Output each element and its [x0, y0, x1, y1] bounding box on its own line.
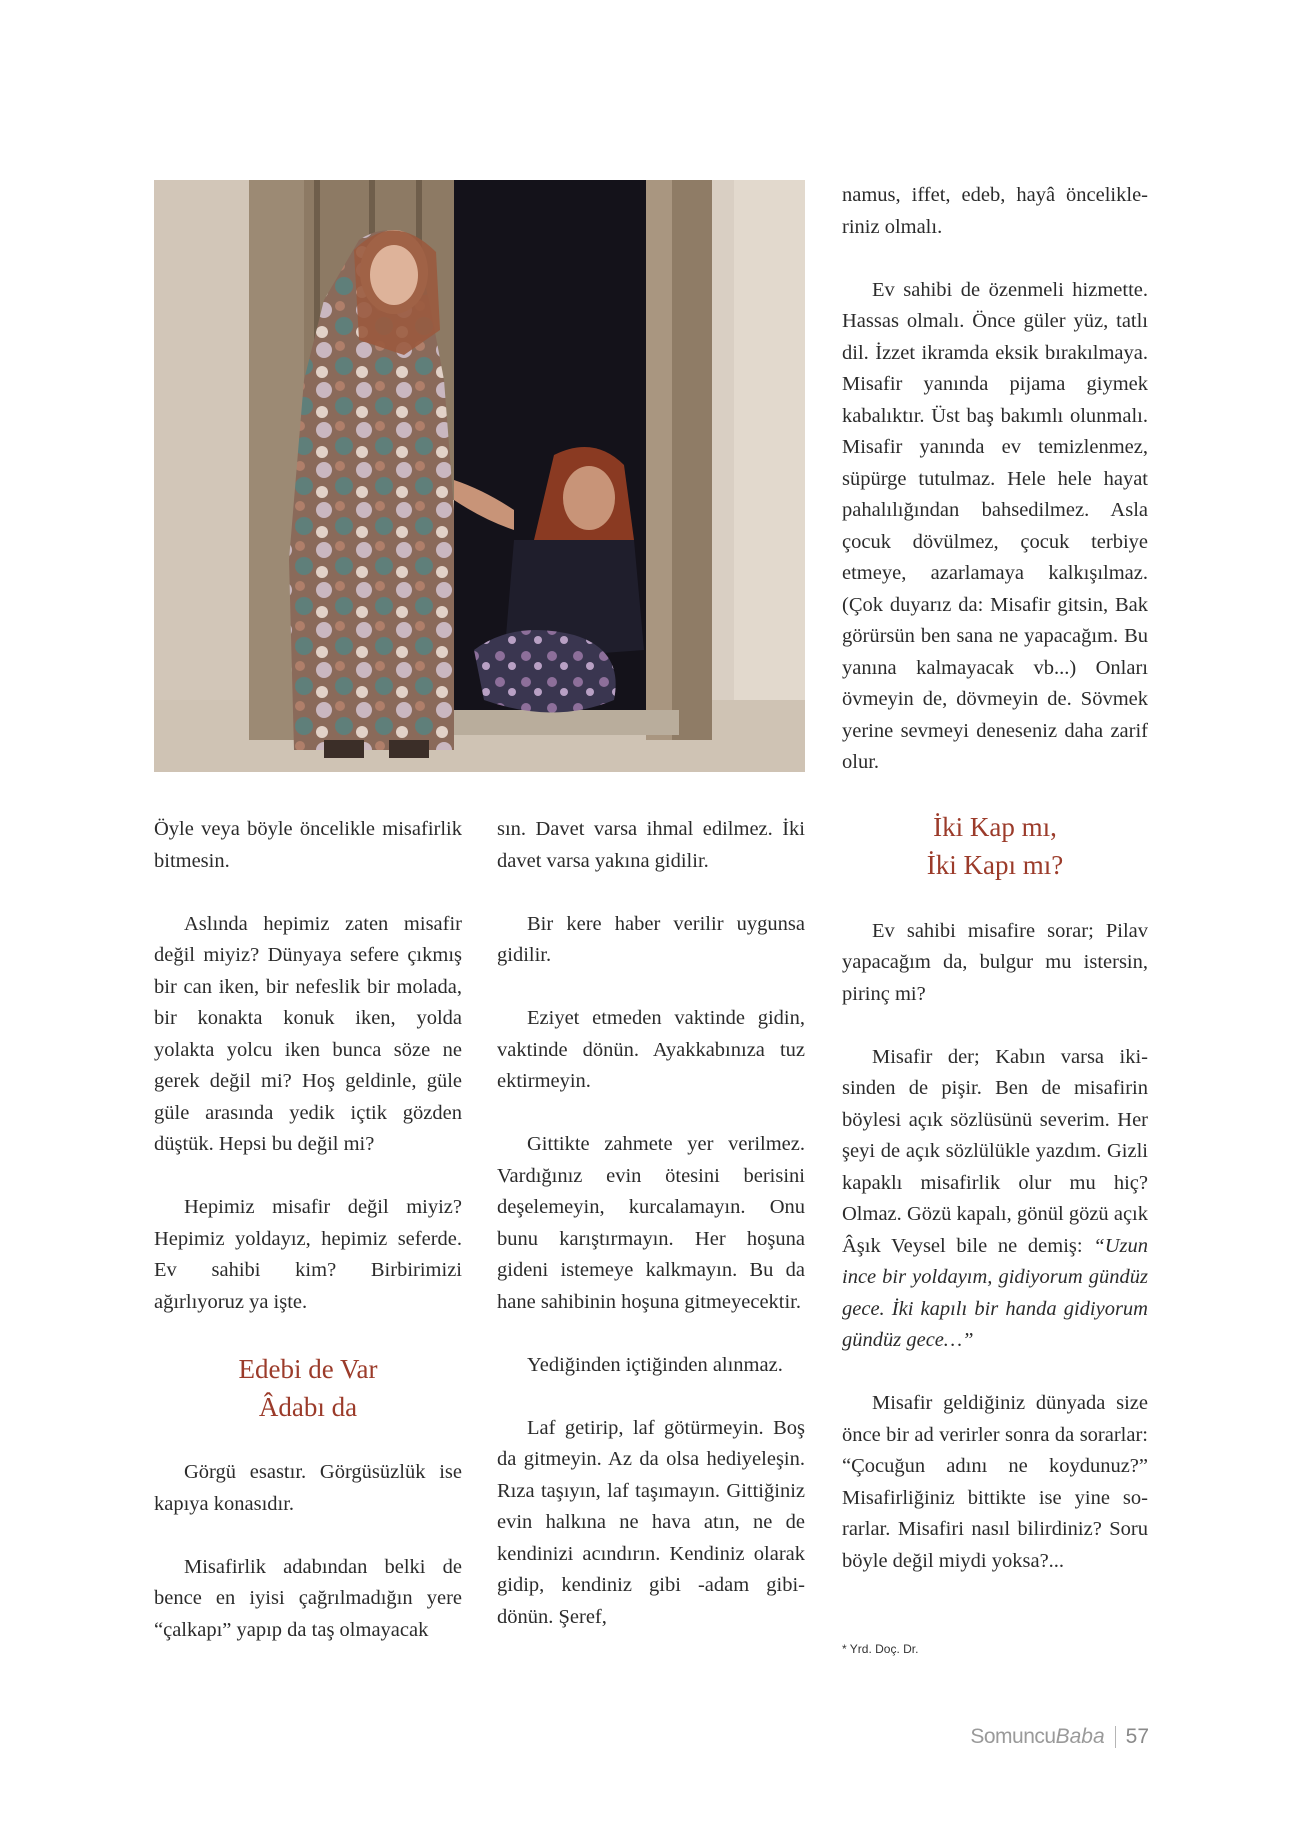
footnote: * Yrd. Doç. Dr.: [842, 1642, 919, 1656]
paragraph: Gittikte zahmete yer verilmez. Vardığınız evin ötesini berisini deşelemeyin, kurcalamayın. Onu bunu karıştırmayın. Her hoşuna gideni istemeye kalkmayın. Bu da hane sahibinin hoşuna gitmeyecektir.: [497, 1133, 805, 1313]
paragraph: Laf getirip, laf götürmeyin. Boş da gitmeyin. Az da olsa hediyeleşin. Rıza taşıyın, laf taşımayın. Gittiğiniz evin halkına ne hava atın, ne de kendinizi acındırın. Kendiniz olarak gidip, kendiniz gibi -adam gibi- dönün. Şeref,: [497, 1416, 805, 1628]
paragraph: Misafirlik adabından belki de bence en iyisi çağrılmadığın yere “çalkapı” yapıp da taş olmayacak: [154, 1555, 462, 1641]
logo-text-part2: Baba: [1055, 1725, 1105, 1748]
paragraph: [842, 1042, 1148, 1357]
paragraph: Bir kere haber verilir uygunsa gidilir.: [497, 912, 805, 966]
page-footer: [970, 1725, 1149, 1749]
paragraph: sın. Davet varsa ihmal edilmez. İki davet varsa yakına gidilir.: [497, 818, 805, 872]
paragraph: Yediğinden içtiğinden alınmaz.: [527, 1353, 783, 1376]
poem-quote: “Uzun ince bir yoldayım, gidiyorum gündüz gece. İki kapılı bir handa gidiyorum gündüz gece…”: [842, 1234, 1148, 1351]
paragraph: Görgü esastır. Görgüsüzlük ise kapıya konasıdır.: [154, 1461, 462, 1515]
heading-line: Âdabı da: [258, 1391, 358, 1422]
heading-line: İki Kapı mı?: [926, 850, 1064, 880]
paragraph: namus, iffet, edeb, hayâ öncelikleriniz olmalı.: [842, 184, 1148, 238]
page-number: 57: [1125, 1725, 1149, 1748]
paragraph: Eziyet etmeden vaktinde gidin, vaktinde dönün. Ayakkabınıza tuz ektirmeyin.: [497, 1007, 805, 1092]
magazine-logo: [970, 1725, 1104, 1749]
column-3: [842, 808, 1148, 1577]
paragraph: Ev sahibi de özenmeli hizmette. Hassas olmalı. Önce güler yüz, tatlı dil. İzzet ikramda eksik bırakılmaya. Misafir yanında pijama giymek kabalıktır. Üst baş bakımlı olunmalı. Misafir yanında ev temizlenmez, süpürge tutulmaz. Hele hele hayat pahalılığından bahsedilmez. Asla çocuk dövülmez, çocuk terbiye etmeye, azarlamaya kalkışılmaz. (Çok duyarız da: Misafir gitsin, Bak görürsün ben sana ne yapacağım. Bu yanına kalmayacak vb...) Onları övmeyin de, dövmeyin de. Sövmek yerine sevmeyi deneseniz daha zarif olur.: [842, 278, 1148, 773]
footer-divider: [1115, 1726, 1116, 1748]
column-2: [497, 814, 805, 1633]
heading-line: İki Kap mı,: [933, 812, 1057, 842]
paragraph: Hepimiz misafir değil miyiz? Hepimiz yoldayız, hepimiz seferde. Ev sahibi kim? Birbirimizi ağırlıyoruz ya işte.: [154, 1196, 462, 1313]
logo-text-part1: Somuncu: [970, 1725, 1056, 1748]
paragraph: Aslında hepimiz zaten misafir değil miyiz? Dünyaya sefere çıkmış bir can iken, bir nefeslik bir molada, bir konakta konuk iken, yolda yolakta yolcu iken bunca söze ne gerek değil mi? Hoş geldinle, güle güle arasında yedik içtik gözden düştük. Hepsi bu değil mi?: [154, 912, 462, 1155]
section-heading: [154, 1350, 462, 1426]
paragraph: Ev sahibi misafire sorar; Pilav yapacağım da, bulgur mu istersin, pirinç mi?: [842, 919, 1148, 1005]
paragraph: Misafir geldiğiniz dünyada size önce bir ad verirler sonra da sorarlar: “Çocuğun adını ne koydunuz?” Misafirliğiniz bittikte ise yine sorarlar. Misafiri nasıl bilirdiniz? Soru böyle değil miydi yoksa?...: [842, 1392, 1148, 1572]
section-heading: [842, 808, 1148, 884]
paragraph-text: Misafir der; Kabın varsa ikisinden de pişir. Ben de misafirin böylesi açık sözlüsünü severim. Her şeyi de açık sözlülükle yazdım. Gizli kapaklı misafirlik olur mu hiç? Olmaz. Gözü kapalı, gönül gözü açık Âşık Veysel bile ne demiş:: [842, 1045, 1148, 1257]
column-1: [154, 814, 462, 1646]
column-top-right: [842, 180, 1148, 779]
heading-line: Edebi de Var: [238, 1353, 378, 1384]
paragraph: Öyle veya böyle öncelikle misafirlik bitmesin.: [154, 818, 462, 872]
article-photo: [154, 180, 805, 772]
